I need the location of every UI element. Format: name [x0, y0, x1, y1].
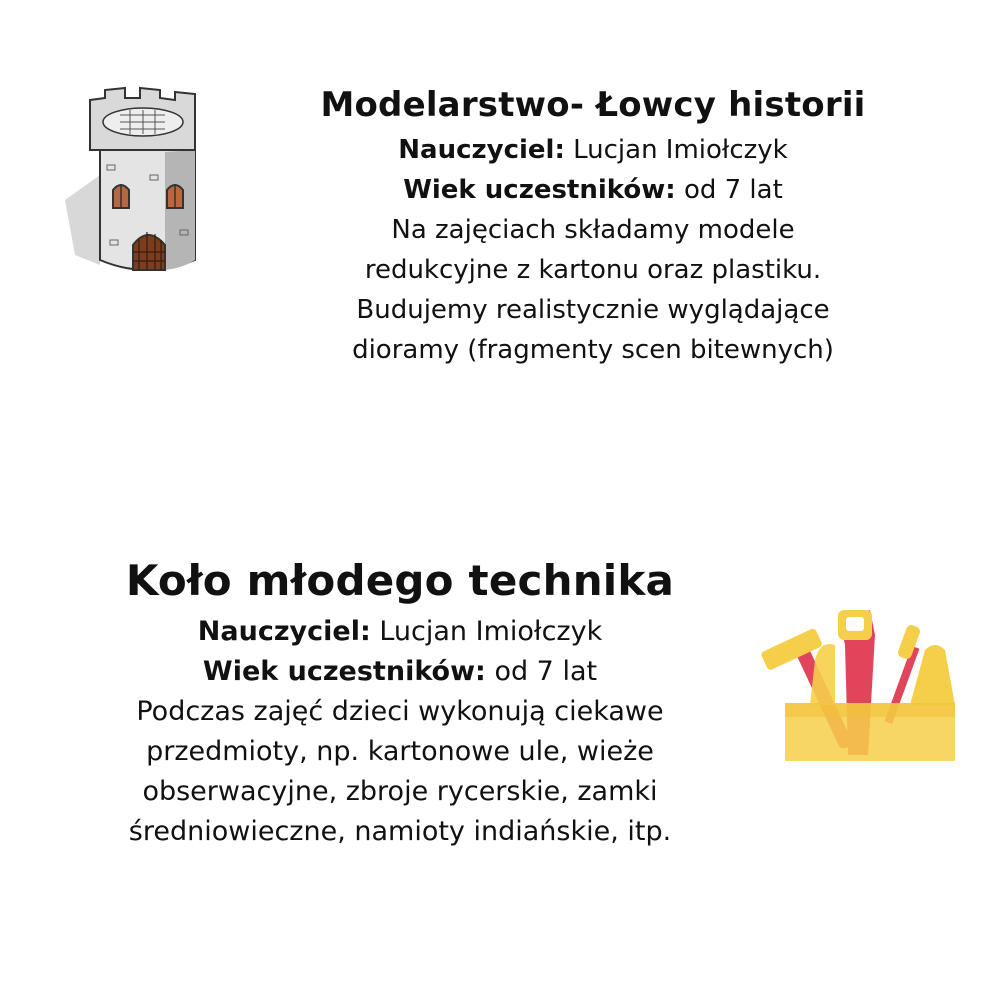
age-line	[268, 170, 918, 210]
teacher-label: Nauczyciel:	[398, 135, 565, 165]
age-line	[40, 652, 760, 692]
teacher-name: Lucjan Imiołczyk	[379, 616, 603, 647]
description-line: dioramy (fragmenty scen bitewnych)	[352, 335, 834, 365]
age-label: Wiek uczestników:	[202, 656, 486, 687]
description-line: redukcyjne z kartonu oraz plastiku.	[364, 255, 822, 285]
teacher-line	[40, 612, 760, 652]
section-modelarstwo	[268, 80, 918, 370]
teacher-line	[268, 130, 918, 170]
section-kolo-technika	[40, 550, 760, 852]
teacher-name: Lucjan Imiołczyk	[573, 135, 788, 165]
description-line: Na zajęciach składamy modele	[391, 215, 795, 245]
description-line: Budujemy realistycznie wyglądające	[356, 295, 830, 325]
description-line: Podczas zajęć dzieci wykonują ciekawe	[136, 696, 664, 727]
description	[40, 692, 760, 852]
section-title: Modelarstwo- Łowcy historii	[320, 85, 866, 125]
age-value: od 7 lat	[494, 656, 598, 687]
castle-tower-icon	[55, 80, 205, 280]
toolbox-icon	[750, 605, 960, 765]
description	[268, 210, 918, 370]
description-line: obserwacyjne, zbroje rycerskie, zamki	[142, 776, 658, 807]
teacher-label: Nauczyciel:	[197, 616, 371, 647]
age-value: od 7 lat	[683, 175, 783, 205]
section-title: Koło młodego technika	[125, 556, 675, 605]
age-label: Wiek uczestników:	[403, 175, 676, 205]
description-line: przedmioty, np. kartonowe ule, wieże	[146, 736, 654, 767]
description-line: średniowieczne, namioty indiańskie, itp.	[128, 816, 672, 847]
